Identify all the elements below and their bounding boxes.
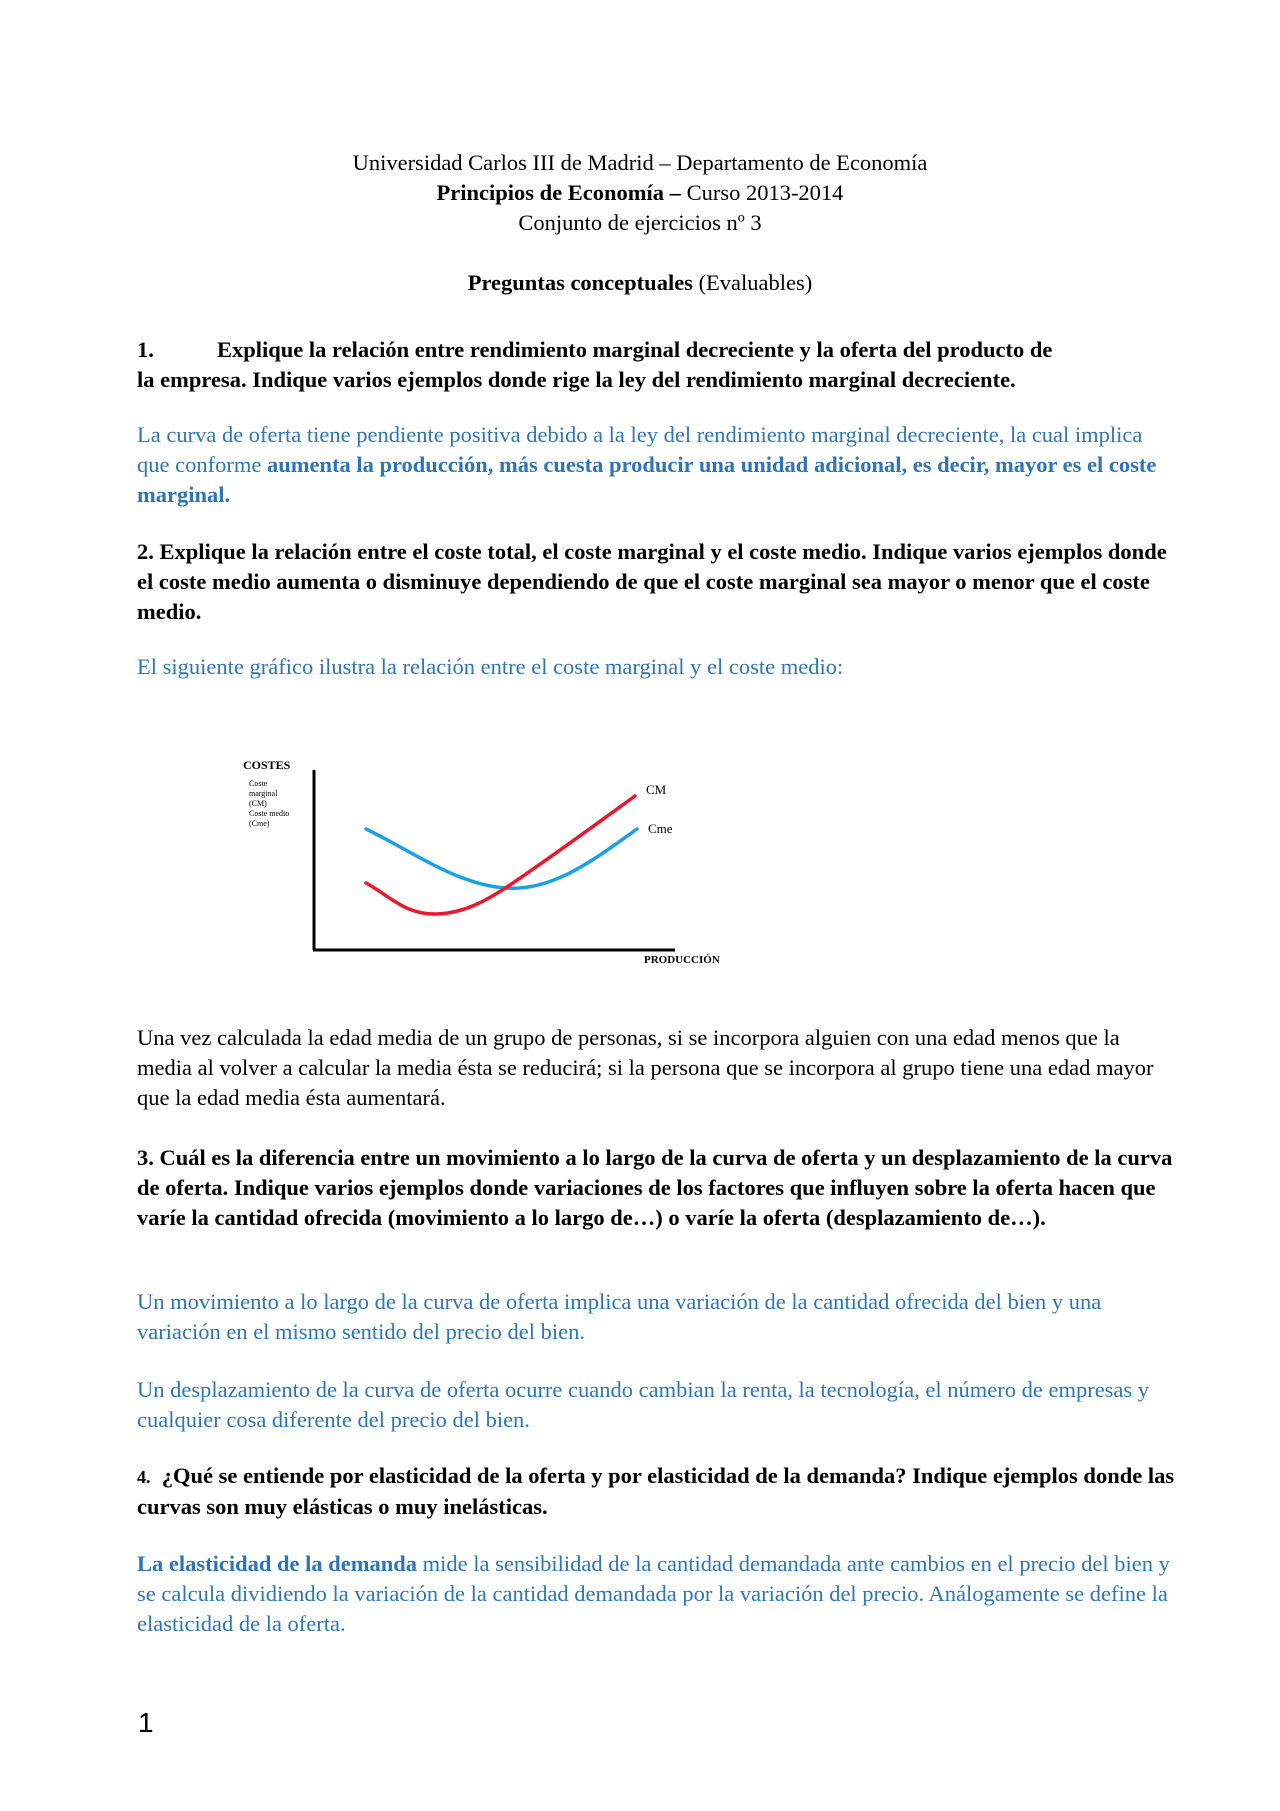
course-name: Principios de Economía – [436,180,681,205]
section-title [0,268,1280,298]
y-axis-sub-3: (CM) [249,799,267,808]
y-axis-sub-5: (Cme) [249,819,270,828]
cm-curve-label: CM [646,782,667,797]
answer-1-bold: aumenta la producción, más cuesta producir una unidad adicional, es decir, mayor es el coste marginal. [137,452,1157,507]
question-3-text: Cuál es la diferencia entre un movimiento a lo largo de la curva de oferta y un desplazamiento de la curva de oferta. Indique varios ejemplos donde variaciones de los factores que influyen sobre la oferta hacen que varíe la cantidad ofrecida (movimiento a lo largo de…) o varíe la oferta (desplazamiento de…). [137,1145,1173,1230]
answer-3-p1: Un movimiento a lo largo de la curva de oferta implica una variación de la cantidad ofrecida del bien y una variación en el mismo sentido del precio del bien. [137,1289,1102,1344]
page-number: 1 [138,1707,154,1738]
header-course [0,178,1280,208]
question-1-number: 1. [137,337,154,362]
answer-4-plain: mide la sensibilidad de la cantidad demandada ante cambios en el precio del bien y se calcula dividiendo la variación de la cantidad demandada por la variación del precio. Análogamente se define la elasticidad de la oferta. [137,1551,1170,1636]
question-2-text: Explique la relación entre el coste total, el coste marginal y el coste medio. Indique varios ejemplos donde el coste medio aumenta o disminuye dependiendo de que el coste marginal sea mayor o menor que el coste medio. [137,539,1167,624]
question-1 [137,335,1177,395]
course-year: Curso 2013-2014 [680,180,844,205]
answer-2-intro: El siguiente gráfico ilustra la relación entre el coste marginal y el coste medio: [137,654,844,679]
question-3 [137,1143,1177,1233]
question-4 [137,1461,1177,1522]
section-title-bold: Preguntas conceptuales [467,270,693,295]
answer-3-p2: Un desplazamiento de la curva de oferta ocurre cuando cambian la renta, la tecnología, el número de empresas y cualquier cosa diferente del precio del bien. [137,1377,1150,1432]
question-2 [137,537,1177,627]
cme-curve-label: Cme [648,821,673,836]
question-2-number: 2. [137,539,154,564]
question-3-number: 3. [137,1145,154,1170]
cme-curve [366,829,637,888]
question-1-text-line2: la empresa. Indique varios ejemplos donde rige la ley del rendimiento marginal decreciente. [137,367,1016,392]
answer-2-followup: Una vez calculada la edad media de un grupo de personas, si se incorpora alguien con una edad menos que la media al volver a calcular la media ésta se reducirá; si la persona que se incorpora al grupo tiene una edad mayor que la edad media ésta aumentará. [137,1025,1154,1110]
header-exercise-set: Conjunto de ejercicios nº 3 [518,210,762,235]
y-axis-sub-2: marginal [249,789,278,798]
question-4-number: 4. [137,1467,151,1487]
question-1-text-line1: Explique la relación entre rendimiento marginal decreciente y la oferta del producto de [217,337,1053,362]
answer-4 [137,1549,1177,1639]
x-axis-label: PRODUCCIÓN [644,954,720,966]
answer-1-plain: La curva de oferta tiene pendiente positiva debido a la ley del rendimiento marginal decreciente, la cual implica que conforme [137,422,1143,477]
cm-curve [366,796,635,914]
y-axis-label: COSTES [243,758,291,772]
answer-4-bold: La elasticidad de la demanda [137,1551,418,1576]
answer-1 [137,420,1177,510]
section-title-note: (Evaluables) [692,270,813,295]
header-institution: Universidad Carlos III de Madrid – Departamento de Economía [352,150,928,175]
y-axis-sub-1: Coste [249,779,268,788]
y-axis-sub-4: Coste medio [249,809,290,818]
question-4-text: ¿Qué se entiende por elasticidad de la oferta y por elasticidad de la demanda? Indique ejemplos donde las curvas son muy elásticas o muy inelásticas. [137,1463,1175,1519]
